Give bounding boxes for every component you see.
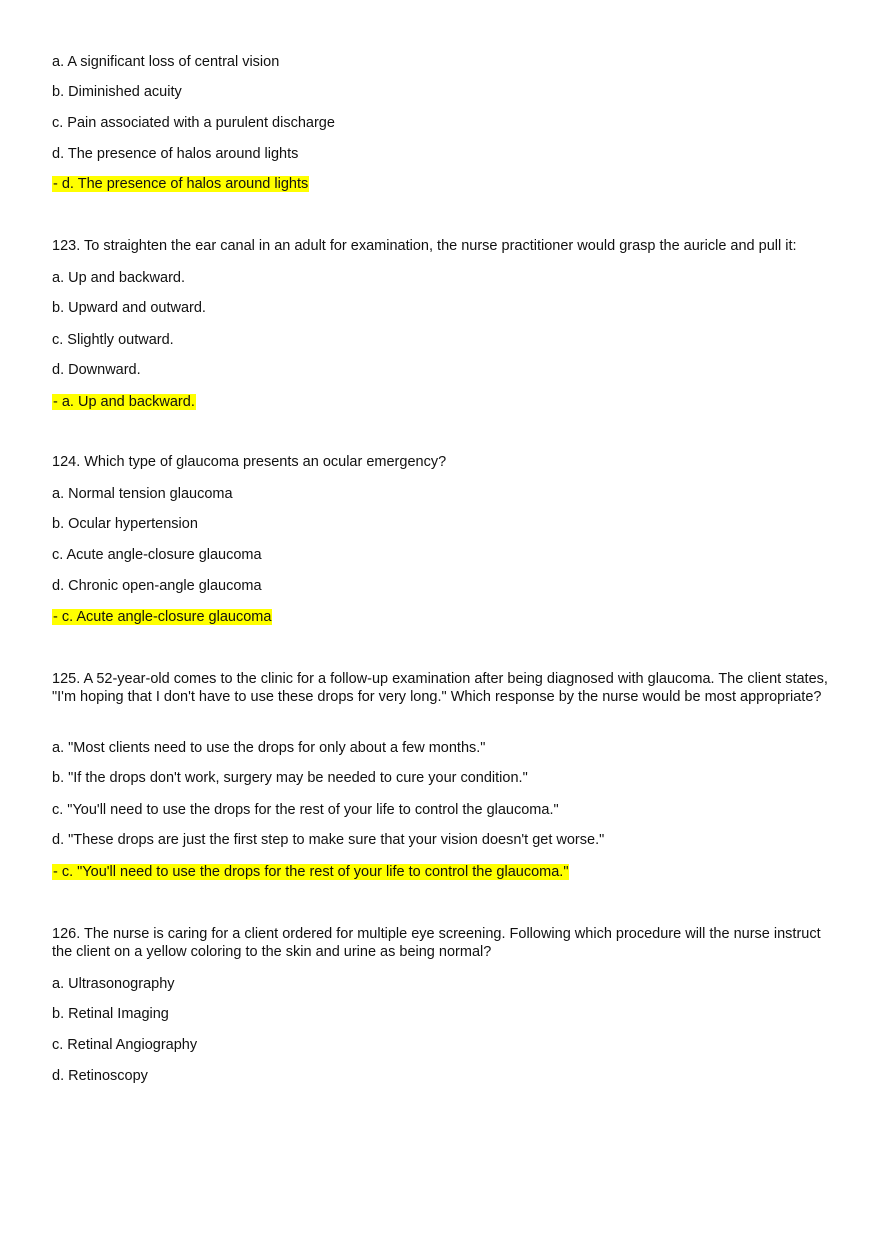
q123-option-c: c. Slightly outward. [52, 332, 174, 348]
q124-answer-highlight: - c. Acute angle-closure glaucoma [53, 609, 272, 625]
q123-answer [52, 393, 196, 411]
q125-option-b: b. "If the drops don't work, surgery may be needed to cure your condition." [52, 770, 528, 786]
q126-option-d: d. Retinoscopy [52, 1068, 148, 1084]
q125-option-a: a. "Most clients need to use the drops for only about a few months." [52, 740, 486, 756]
q125-option-d: d. "These drops are just the first step to make sure that your vision doesn't get worse." [52, 832, 605, 848]
q124-option-d: d. Chronic open-angle glaucoma [52, 578, 262, 594]
q126-question: 126. The nurse is caring for a client ordered for multiple eye screening. Following which procedure will the nurse instruct the client on a yellow coloring to the skin and urine as being normal? [52, 926, 821, 960]
q125-option-c: c. "You'll need to use the drops for the rest of your life to control the glaucoma." [52, 802, 559, 818]
q122-option-b: b. Diminished acuity [52, 84, 182, 100]
q123-option-a: a. Up and backward. [52, 270, 185, 286]
q124-option-c: c. Acute angle-closure glaucoma [52, 547, 262, 563]
q122-option-d: d. The presence of halos around lights [52, 146, 299, 162]
q123-option-b: b. Upward and outward. [52, 300, 206, 316]
q123-question: 123. To straighten the ear canal in an adult for examination, the nurse practitioner would grasp the auricle and pull it: [52, 238, 797, 254]
q124-question: 124. Which type of glaucoma presents an ocular emergency? [52, 454, 447, 470]
q124-option-a: a. Normal tension glaucoma [52, 486, 233, 502]
q122-answer [52, 175, 309, 193]
q124-option-b: b. Ocular hypertension [52, 516, 198, 532]
q123-answer-highlight: - a. Up and backward. [53, 394, 195, 410]
q126-option-c: c. Retinal Angiography [52, 1037, 198, 1053]
q125-answer [52, 863, 569, 881]
q123-option-d: d. Downward. [52, 362, 141, 378]
q122-option-c: c. Pain associated with a purulent discharge [52, 115, 335, 131]
q125-answer-highlight: - c. "You'll need to use the drops for the rest of your life to control the glaucoma." [53, 864, 569, 880]
q126-option-a: a. Ultrasonography [52, 976, 175, 992]
q126-option-b: b. Retinal Imaging [52, 1006, 169, 1022]
q122-answer-highlight: - d. The presence of halos around lights [53, 176, 309, 192]
q125-question: 125. A 52-year-old comes to the clinic for a follow-up examination after being diagnosed with glaucoma. The client states, "I'm hoping that I don't have to use these drops for very long." Which response by the nurse would be most appropriate? [52, 671, 828, 705]
q124-answer [52, 608, 272, 626]
q122-option-a: a. A significant loss of central vision [52, 54, 280, 70]
